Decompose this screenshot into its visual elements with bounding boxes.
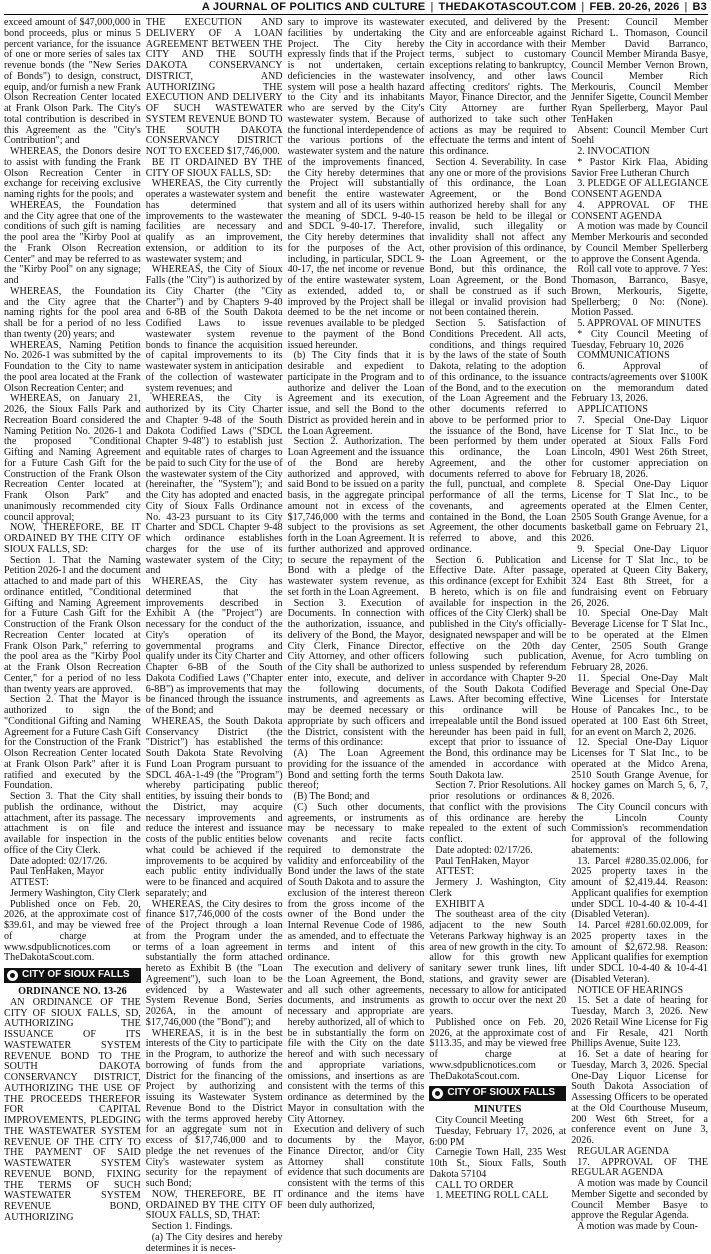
paragraph: Section 1. Findings. xyxy=(151,1221,233,1232)
paragraph: WHEREAS, the City is authorized by its City Charter and Chapter 9-48 of the South Dakota Codified Laws ("SDCL Chapter 9-48") to establish just and equitable rates of charges to be paid to such City for the use of the wastewater system of the City (hereinafter, the "System"); and the City has adopted and enacted City of Sioux Falls Ordinance No. 43-23 pursuant to its City Charter and SDCL Chapter 9-48 which ordinance establishes charges for the use of its wastewater system of the City; and xyxy=(145,393,283,577)
paragraph: Section 5. Satisfaction of Conditions Precedent. All acts, conditions, and things required by the laws of the state of South Dakota, relating to the adoption of this ordinance, to the issuance of the Bond, and to the execution of the Loan Agreement and the other documents referred to above to be performed prior to the issuance of the Bond, have been performed by them under this ordinance, the Loan Agreement, and the other documents referred to above for the full, punctual, and complete performance of all the terms, covenants, and agreements contained in the Bond, the Loan Agreement, the other documents referred to above, and this ordinance. xyxy=(429,318,567,555)
paragraph: executed, and delivered by the City and are enforceable against the City in accordance with their terms, subject to customary exceptions relating to bankruptcy, insolvency, and other laws affecting creditors' rights. The Mayor, Finance Director, and the City Attorney are further authorized to take such other actions as may be required to effectuate the terms and intent of this ordinance. xyxy=(429,17,567,157)
city-seal-icon xyxy=(432,1088,443,1099)
paragraph: NOW, THEREFORE, BE IT ORDAINED BY THE CITY OF SIOUX FALLS, SD: xyxy=(4,522,141,555)
masthead-separator: | xyxy=(684,0,688,13)
paragraph: Carnegie Town Hall, 235 West 10th St., Sioux Falls, South Dakota 57104 xyxy=(429,1147,567,1180)
paragraph: Section 1. That the Naming Petition 2026-1 and the document attached to and made part of this ordinance entitled, "Conditional Gifting and Naming Agreement for a Future Cash Gift for the Construction of the Frank Olson Recreation Center located at Frank Olson Park," referring to the pool area as the "Kirby Pool at the Frank Olson Recreation Center," for a period of no less than twenty years are approved. xyxy=(4,554,141,695)
masthead-separator: | xyxy=(581,0,585,13)
paragraph: (B) The Bond; and xyxy=(293,791,370,802)
paragraph: WHEREAS, Naming Petition No. 2026-1 was submitted by the Foundation to the City to name the pool area located at the Frank Olson Recreation Center; and xyxy=(4,339,141,394)
paragraph: Section 3. That the City shall publish the ordinance, without attachment, after its passage. The attachment is on file and available for inspection in the office of the City Clerk. xyxy=(4,791,141,856)
banner-label: CITY OF SIOUX FALLS xyxy=(22,969,130,981)
ordinance-body-continued xyxy=(288,18,425,1211)
paragraph: Section 2. That the Mayor is authorized to sign the "Conditional Gifting and Naming Agreement for a Future Cash Gift for the Construction of the Frank Olson Recreation Center located at Frank Olson Park" after it is ratified and executed by the Foundation. xyxy=(4,694,141,792)
ordinance-title: ORDINANCE NO. 13-26 xyxy=(18,986,127,997)
paragraph: 11. Special One-Day Malt Beverage and Special One-Day Wine Licenses for Interstate House of Pancakes Inc., to be operated at 100 East 6th Street, for an event on March 2, 2026. xyxy=(571,672,708,738)
page-number: B3 xyxy=(692,0,707,13)
paragraph: AN ORDINANCE OF THE CITY OF SIOUX FALLS, SD, AUTHORIZING THE ISSUANCE OF ITS WASTEWATER SYSTEM REVENUE BOND TO THE SOUTH DAKOTA CONSERVANCY DISTRICT, AUTHORIZING THE USE OF THE PROCEEDS THEREFOR FOR CAPITAL IMPROVEMENTS, PLEDGING THE WASTEWATER SYSTEM REVENUE OF THE CITY TO THE PAYMENT OF SAID WASTEWATER SYSTEM REVENUE BOND, FIXING THE TERMS OF SUCH WASTEWATER SYSTEM REVENUE BOND, AUTHORIZING xyxy=(4,996,141,1223)
paragraph: EXHIBIT A xyxy=(435,898,485,910)
paragraph: REGULAR AGENDA xyxy=(577,1145,670,1157)
paragraph: Tuesday, February 17, 2026, at 6:00 PM xyxy=(429,1125,567,1148)
paragraph: Present: Council Member Richard L. Thomason, Council Member David Barranco, Council Member Miranda Basye, Council Member Vernon Brown, Council Member Rich Merkouris, Council Member Jennifer Sigette, Council Member Ryan Spellerberg, Mayor Paul TenHaken xyxy=(571,17,708,125)
minutes-body xyxy=(571,18,708,1233)
paragraph: (a) The City desires and hereby determines it is neces- xyxy=(145,1231,283,1254)
paragraph: ATTEST: xyxy=(10,877,49,888)
paragraph: WHEREAS, the Donors desire to assist with funding the Frank Olson Recreation Center in exchange for receiving exclusive naming rights for the pools; and xyxy=(4,146,141,200)
banner-label: CITY OF SIOUX FALLS xyxy=(447,1087,555,1099)
paragraph: (b) The City finds that it is desirable and expedient to participate in the Program and to authorize and deliver the Loan Agreement and its execution, issue, and sell the Bond to the District as provided herein and in the Loan Agreement. xyxy=(287,350,425,437)
paragraph: The southeast area of the city adjacent to the new South Veterans Parkway highway is an area of new growth in the city. To allow for this growth new sanitary sewer trunk lines, lift stations, and gravity sewer are necessary to allow for anticipated growth to occur over the next 20 years. xyxy=(429,909,567,1017)
paragraph: 5. APPROVAL OF MINUTES xyxy=(577,318,702,329)
paragraph: Date adopted: 02/17/26. xyxy=(435,844,533,856)
paragraph: 14. Parcel #281.60.02.009, for 2025 property taxes in the amount of $2,672.98. Reason: Applicant qualifies for exemption under SDCL 10-4-40 & 10-4-41 (Disabled Veteran). xyxy=(571,920,708,985)
paragraph: 17. APPROVAL OF THE REGULAR AGENDA xyxy=(571,1156,708,1179)
paragraph: (C) Such other documents, agreements, or instruments as may be necessary to make covenants and recite facts required to demonstrate the validity and enforceability of the Bond under the laws of the state of South Dakota and to assure the exclusion of the interest thereon from the gross income of the owner of the Bond under the Internal Revenue Code of 1986, as amended, and to effectuate the terms and intent of this ordinance. xyxy=(287,801,425,964)
paragraph: WHEREAS, the City desires to finance $17,746,000 of the costs of the Project through a loan from the Program under the terms of a loan agreement in substantially the form attached hereto as Exhibit B (the "Loan Agreement"), such loan to be evidenced by a Wastewater System Revenue Bond, Series 2026A, in the amount of $17,746,000 (the "Bond"); and xyxy=(145,898,283,1028)
column-5 xyxy=(571,17,708,1232)
paragraph: BE IT ORDAINED BY THE CITY OF SIOUX FALLS, SD: xyxy=(145,156,283,179)
paragraph: Paul TenHaken, Mayor xyxy=(10,866,104,878)
paragraph: Absent: Council Member Curt Soehl xyxy=(571,124,708,147)
paragraph: Roll call vote to approve. 7 Yes: Thomason, Barranco, Basye, Brown, Merkouris, Sigette, Spellerberg; 0 No: (None). Motion Passed. xyxy=(571,264,708,319)
paragraph: A motion was made by Coun- xyxy=(577,1221,699,1232)
paragraph: WHEREAS, it is in the best interests of the City to participate in the Program, to authorize the borrowing of funds from the District for the financing of the Project by authorizing and issuing its Wastewater System Revenue Bond to the District with the terms approved hereby for an aggregate sum not in excess of $17,746,000 and to pledge the net revenues of the City's wastewater system as security for the repayment of such Bond; xyxy=(145,1027,283,1189)
paragraph: The execution and delivery of the Loan Agreement, the Bond, and all such other agreements, documents, and instruments as necessary and appropriate are hereby authorized, all of which to be in substantially the form on file with the City on the date hereof and with such necessary and appropriate variations, omissions, and insertions as are consistent with the terms of this ordinance as determined by the Mayor in consultation with the City Attorney. xyxy=(287,963,425,1125)
paragraph: A motion was made by Council Member Sigette and seconded by Council Member Basye to approve the Regular Agenda. xyxy=(571,1178,708,1222)
paragraph: WHEREAS, the Foundation and the City agree that one of the conditions of such gift is naming the pool area the "Kirby Pool at the Frank Olson Recreation Center" and may be referred to as the "Kirby Pool" on any signage; and xyxy=(4,199,141,286)
paragraph: 3. PLEDGE OF ALLEGIANCE CONSENT AGENDA xyxy=(571,178,708,200)
column-3 xyxy=(287,17,425,1211)
paragraph: WHEREAS, the City of Sioux Falls (the "City") is authorized by its City Charter (the "City Charter") and by Chapters 9-40 and 6-8B of the South Dakota Codified Laws to issue wastewater system revenue bonds to finance the acquisition of capital improvements to its wastewater system in anticipation of the collection of wastewater system revenues; and xyxy=(145,264,283,394)
city-banner xyxy=(4,968,141,983)
paragraph: City Council Meeting xyxy=(435,1115,524,1126)
paragraph: 10. Special One-Day Malt Beverage License for T Slat Inc., to be operated at the Elmen Center, 2505 South Grange Avenue, for Acro tumbling on February 28, 2026. xyxy=(571,608,708,673)
paragraph: Date adopted: 02/17/26. xyxy=(10,855,108,867)
paragraph: The City Council concurs with the Lincoln County Commission's recommendation for approval of the following abatements: xyxy=(571,801,708,856)
paragraph: Jermery Washington, City Clerk xyxy=(10,887,141,899)
paragraph: (A) The Loan Agreement providing for the issuance of the Bond and setting forth the terms thereof; xyxy=(287,748,425,792)
paragraph: CALL TO ORDER xyxy=(435,1179,514,1191)
paragraph: WHEREAS, the Foundation and the City agree that the naming rights for the pool area shall be for a period of no less than twenty (20) years; and xyxy=(4,285,141,340)
paragraph: NOW, THEREFORE, BE IT ORDAINED BY THE CITY OF SIOUX FALLS, SD, THAT: xyxy=(145,1188,283,1222)
paragraph: 1. MEETING ROLL CALL xyxy=(435,1190,549,1202)
paragraph: 16. Set a date of hearing for Tuesday, March 3, 2026. Special One-Day Liquor License for South Dakota Association of Assessing Officers to be operated at the Old Courthouse Museum, 200 West 6th Street, for a conference event on June 3, 2026. xyxy=(571,1049,708,1146)
paragraph: 15. Set a date of hearing for Tuesday, March 3, 2026. New 2026 Retail Wine License for Fig and Fir Resale, 421 North Phillips Avenue, Suite 123. xyxy=(571,995,708,1050)
paragraph: 4. APPROVAL OF THE CONSENT AGENDA xyxy=(571,199,708,222)
notice-frank-olson-naming xyxy=(4,18,141,964)
paragraph: WHEREAS, the City currently operates a wastewater system and has determined that improvements to the wastewater facilities are necessary and qualify as an improvement, extension, or addition to its wastewater system; and xyxy=(145,178,283,265)
paragraph: sary to improve its wastewater facilities by undertaking the Project. The City hereby expressly finds that if the Project is not undertaken, certain deficiencies in the wastewater system will pose a health hazard to the City and its inhabitants who are served by the City's wastewater system. Because of the functional interdependence of the various portions of the wastewater system and the nature of the improvements financed, the City hereby determines that the Project will substantially benefit the entire wastewater system and all of its users within the meaning of SDCL 9-40-15 and SDCL 9-40-17. Therefore, the City hereby determines that for the purposes of the Act, including, in particular, SDCL 9-40-17, the net income or revenue of the entire wastewater system, as extended, added to, or improved by the Project shall be deemed to be the net income or revenues available to be pledged to the payment of the Bond issued hereunder. xyxy=(287,17,425,351)
paragraph: 13. Parcel #280.35.02.006, for 2025 property taxes in the amount of $2,419.44. Reason: Applicant qualifies for exemption under SDCL 10-4-40 & 10-4-41 (Disabled Veteran). xyxy=(571,855,708,921)
paragraph: * City Council Meeting of Tuesday, February 10, 2026 xyxy=(571,328,708,351)
paragraph: A motion was made by Council Member Merkouris and seconded by Council Member Spellerberg to approve the Consent Agenda. xyxy=(571,221,708,265)
masthead xyxy=(0,0,711,13)
city-banner xyxy=(429,1086,566,1101)
ordinance-body xyxy=(146,18,283,1254)
paragraph: Section 4. Severability. In case any one or more of the provisions of this ordinance, the Loan Agreement, or the Bond authorized hereby shall for any reason be held to be illegal or invalid, such illegality or invalidity shall not affect any other provision of this ordinance, the Loan Agreement, or the Bond, but this ordinance, the Loan Agreement, or the Bond shall be construed as if such illegal or invalid provision had not been contained therein. xyxy=(429,156,567,319)
masthead-date: FEB. 20-26, 2026 xyxy=(589,0,680,13)
paragraph: APPLICATIONS xyxy=(577,404,648,415)
paragraph: 7. Special One-Day Liquor License for T Slat Inc., to be operated at Sioux Falls Ford Lincoln, 4901 West 26th Street, for customer appreciation on February 18, 2026. xyxy=(571,414,708,480)
paragraph: exceed amount of $47,000,000 in bond proceeds, plus or minus 5 percent variance, for the issuance of one or more series of sales tax revenue bonds (the "New Series of Bonds") to design, construct, equip, and/or furnish a new Frank Olson Recreation Center located at Frank Olson Park. The City's total contribution is described in this Agreement as the "City's Contribution"; and xyxy=(4,17,141,147)
paragraph: 2. INVOCATION xyxy=(577,146,650,157)
paragraph: COMMUNICATIONS xyxy=(577,350,670,362)
paragraph: ATTEST: xyxy=(435,866,475,878)
paragraph: Jermery J. Washington, City Clerk xyxy=(429,877,567,899)
paragraph: Published once on Feb. 20, 2026, at the approximate cost of $113.35, and may be viewed free of charge at www.sdpublicnotices.com or TheDakotaScout.com. xyxy=(429,1016,567,1082)
paragraph: THE EXECUTION AND DELIVERY OF A LOAN AGREEMENT BETWEEN THE CITY AND THE SOUTH DAKOTA CONSERVANCY DISTRICT, AND AUTHORIZING THE EXECUTION AND DELIVERY OF SUCH WASTEWATER SYSTEM REVENUE BOND TO THE SOUTH DAKOTA CONSERVANCY DISTRICT NOT TO EXCEED $17,746,000. xyxy=(145,17,283,157)
masthead-separator: | xyxy=(430,0,434,13)
ordinance-closing xyxy=(429,18,566,1082)
paragraph: Section 6. Publication and Effective Date. After passage, this ordinance (except for Exhibit B hereto, which is on file and available for inspection in the offices of the City Clerk) shall be published in the City's officially-designated newspaper and will be effective on the 20th day following such publication, unless suspended by referendum in accordance with Chapter 9-20 of the South Dakota Codified Laws. After becoming effective, this ordinance will be irrepealable until the Bond issued hereunder has been paid in full, except that prior to issuance of the Bond, this ordinance may be amended in accordance with South Dakota law. xyxy=(429,554,567,781)
paragraph: 12. Special One-Day Liquor Licenses for T Slat Inc., to be operated at the Midco Arena, 2510 South Grange Avenue, for hockey games on March 5, 6, 7, & 8, 2026. xyxy=(571,737,708,802)
column-2 xyxy=(145,17,283,1254)
paragraph: Published once on Feb. 20, 2026, at the approximate cost of $39.61, and may be viewed free of charge at www.sdpublicnotices.com or TheDakotaScout.com. xyxy=(4,898,141,964)
minutes-header xyxy=(429,1116,566,1202)
paragraph: NOTICE OF HEARINGS xyxy=(577,984,684,996)
paragraph: 6. Approval of contracts/agreements over $100K on the memorandum dated February 13, 2026. xyxy=(571,361,708,405)
city-seal-icon xyxy=(7,970,18,981)
paragraph: Execution and delivery of such documents by the Mayor, Finance Director, and/or City Attorney shall constitute evidence that such documents are consistent with the terms of this ordinance and the items have been duly authorized, xyxy=(287,1124,425,1211)
paragraph: 9. Special One-Day Liquor License for T Slat Inc., to be operated at Queen City Bakery, 324 East 8th Street, for a fundraising event on February 26, 2026. xyxy=(571,543,708,609)
paragraph: WHEREAS, on January 21, 2026, the Sioux Falls Park and Recreation Board considered the Naming Petition No. 2026-1 and the proposed "Conditional Gifting and Naming Agreement for a Future Cash Gift for the Construction of the Frank Olson Recreation Center located at Frank Olson Park" and unanimously recommended city council approval; xyxy=(4,393,141,523)
ordinance-preamble xyxy=(4,998,141,1224)
paragraph: 8. Special One-Day Liquor License for T Slat Inc., to be operated at the Elmen Center, 2505 South Grange Avenue, for a basketball game on February 21, 2026. xyxy=(571,479,708,544)
column-1 xyxy=(4,17,141,1223)
paragraph: WHEREAS, the City has determined that the improvements described in Exhibit A (the "Project") are necessary for the conduct of the City's operation of its governmental programs and qualify under its City Charter and Chapter 6-8B of the South Dakota Codified Laws ("Chapter 6-8B") as improvements that may be financed through the issuance of the Bond; and xyxy=(145,576,283,716)
page-columns xyxy=(4,14,708,1254)
paragraph: * Pastor Kirk Flaa, Abiding Savior Free Lutheran Church xyxy=(571,156,708,179)
minutes-title: MINUTES xyxy=(474,1104,522,1116)
paragraph: Paul TenHaken, Mayor xyxy=(435,855,529,867)
masthead-tagline: A JOURNAL OF POLITICS AND CULTURE xyxy=(201,0,426,13)
masthead-site[interactable]: THEDAKOTASCOUT.COM xyxy=(438,0,577,13)
paragraph: Section 2. Authorization. The Loan Agreement and the issuance of the Bond are hereby authorized and approved, with said Bond to be issued on a parity basis, in the aggregate principal amount not in excess of the $17,746,000 with the terms and subject to the provisions as set forth in the Loan Agreement. It is further authorized and approved to secure the repayment of the Bond with a pledge of the wastewater system revenue, as set forth in the Loan Agreement. xyxy=(287,436,425,598)
paragraph: WHEREAS, the South Dakota Conservancy District (the "District") has established the South Dakota State Revolving Fund Loan Program pursuant to SDCL 46A-1-49 (the "Program") whereby participating public entities, by issuing their bonds to the District, may acquire necessary improvements and reduce the interest and issuance costs of the public entities below what could be achieved if the improvements to be acquired by each public entity individually were to be financed and acquired separately; and xyxy=(145,715,283,899)
column-4 xyxy=(429,17,567,1202)
paragraph: Section 3. Execution of Documents. In connection with the authorization, issuance, and delivery of the Bond, the Mayor, City Clerk, Finance Director, City Attorney, and other officers of the City shall be authorized to enter into, execute, and deliver the following documents, instruments, and agreements as may be deemed necessary or appropriate by such officers and the District, consistent with the terms of this ordinance: xyxy=(287,597,425,749)
paragraph: Section 7. Prior Resolutions. All prior resolutions or ordinances that conflict with the provisions of this ordinance are hereby repealed to the extent of such conflict. xyxy=(429,780,567,845)
